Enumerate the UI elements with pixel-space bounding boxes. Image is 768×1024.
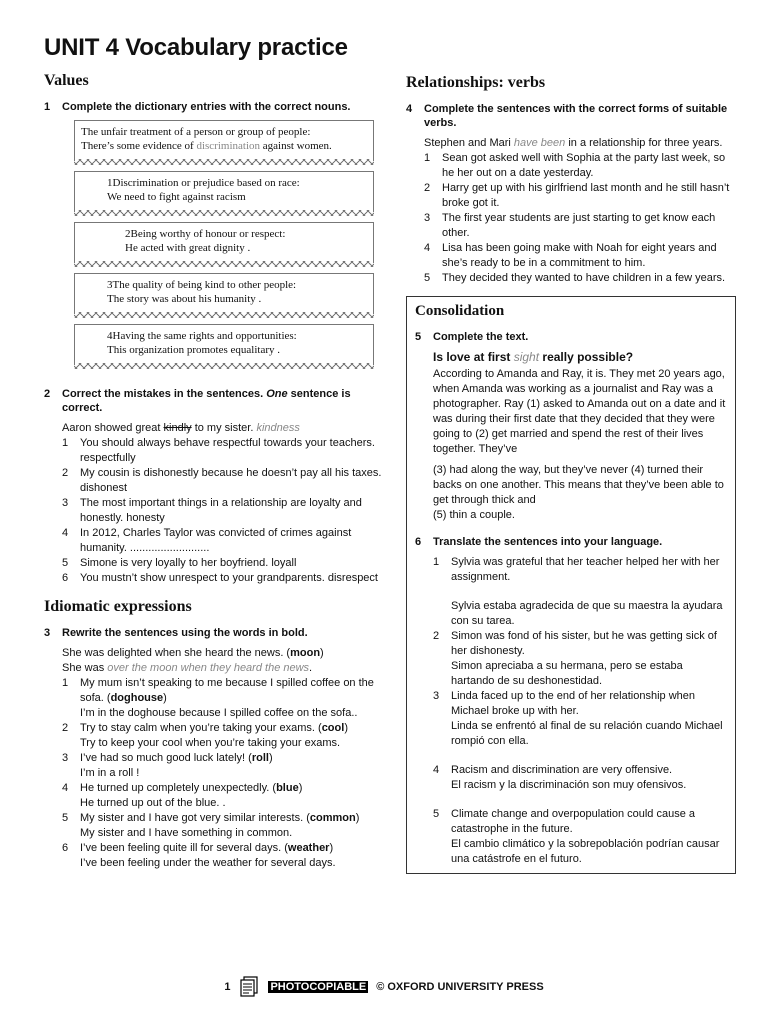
list-item: 4 Lisa has been going make with Noah for eight years and she’s ready to be in a commitment to him. xyxy=(424,242,717,269)
exercise-instruction: Complete the text. xyxy=(433,331,529,343)
values-heading: Values xyxy=(44,72,89,89)
photocopiable-badge: PHOTOCOPIABLE xyxy=(270,981,367,993)
list-item: 3 The first year students are just starting to get know each other. xyxy=(424,212,716,239)
list-item: 6 You mustn’t show unrespect to your grandparents. disrespect xyxy=(62,572,378,584)
list-item: 2 Harry get up with his girlfriend last month and he still hasn’t broke got it. xyxy=(424,182,730,209)
relationships-heading: Relationships: verbs xyxy=(406,74,546,91)
text-paragraph: (5) thin a couple. xyxy=(433,509,515,521)
list-item: 4 Racism and discrimination are very offensive. El racism y la discriminación son muy ofensivos. xyxy=(433,764,687,791)
exercise-5: 5 Complete the text. Is love at first sight really possible? According to Amanda and Ray, it is. They met 20 years ago, when Amanda was working as a journalist and Ray was a photographer. Ray (1) asked to Amanda out on a date and it was during their first date that they decided that they were going to (2) get married and spend the rest of their lives together. They’ve (3) had along the way, but they’ve never (4) turned their backs on one another. This means that they’ve been able to get through thick and (5) thin a couple. xyxy=(415,331,726,521)
exercise-1 xyxy=(44,100,384,365)
list-item: 1 You should always behave respectful towards your teachers. respectfully xyxy=(62,437,375,464)
consolidation-heading: Consolidation xyxy=(415,303,505,319)
exercise-4: 4 Complete the sentences with the correct forms of suitable verbs. Stephen and Mari have been in a relationship for three years. 1 Sean got asked well with Sophia at the party last week, so he her out on a date yesterday. 2 Harry get up with his girlfriend last month and he still hasn’t broke got it. 3 The first year students are just starting to get know each other. 4 Lisa has been going make with Noah for eight years and she’s ready to be in a commitment to him. 5 They decided they wanted to have children in a few years. xyxy=(406,102,736,286)
text-title: Is love at first sight really possible? xyxy=(433,350,634,364)
text-paragraph: According to Amanda and Ray, it is. They met 20 years ago, when Amanda was working as a journalist and Ray was a photographer. Ray (1) asked to Amanda out on a date and it was during their first date that they decided that they were going to (2) get married and spend the rest of their lives together. They’ve xyxy=(433,368,726,455)
page-number: 1 xyxy=(224,981,231,993)
dictionary-entry-4: 4Having the same rights and opportunities: This organization promotes equalitary . xyxy=(74,324,374,365)
exercise-instruction: Complete the dictionary entries with the correct nouns. xyxy=(62,101,351,113)
exercise-instruction: Rewrite the sentences using the words in bold. xyxy=(62,627,308,639)
exercise-instruction: Translate the sentences into your language. xyxy=(433,536,663,548)
list-item: 2 Try to stay calm when you’re taking your exams. (cool) Try to keep your cool when you’re taking your exams. xyxy=(62,722,348,749)
list-item: 3 The most important things in a relationship are loyalty and honestly. honesty xyxy=(62,497,362,524)
list-item: 4 He turned up completely unexpectedly. (blue) He turned up out of the blue. . xyxy=(62,782,303,809)
example-sentence: She was delighted when she heard the news. (moon) xyxy=(62,647,324,659)
example-answer: She was over the moon when they heard the news. xyxy=(62,662,313,674)
publisher-credit: © OXFORD UNIVERSITY PRESS xyxy=(376,981,544,993)
list-item: 3 I’ve had so much good luck lately! (roll) I’m in a roll ! xyxy=(62,752,273,779)
list-item: 2 Simon was fond of his sister, but he was getting sick of her dishonesty. Simon apreciaba a su hermana, pero se estaba hartando de su deshonestidad. xyxy=(433,630,717,687)
list-item: 4 In 2012, Charles Taylor was convicted of crimes against humanity. .......................... xyxy=(62,527,352,554)
photocopy-icon xyxy=(238,976,260,998)
left-column xyxy=(44,72,384,871)
right-column xyxy=(406,74,736,874)
list-item: 5 Simone is very loyally to her boyfriend. loyall xyxy=(62,557,297,569)
dictionary-entry-2: 2Being worthy of honour or respect: He acted with great dignity . xyxy=(74,222,374,263)
list-item: 5 My sister and I have got very similar interests. (common) My sister and I have something in common. xyxy=(62,812,360,839)
exercise-2: 2 Correct the mistakes in the sentences. One sentence is correct. Aaron showed great kindly to my sister. kindness 1 You should always behave respectful towards your teachers. respectfully 2 My cousin is dishonestly because he doesn’t pay all his taxes. dishonest 3 The most important things in a relationship are loyalty and honestly. honesty 4 In 2012, Charles Taylor was convicted of crimes against humanity. .......................... 5 Simone is very loyally to her boyfriend. loyall 6 You mustn’t show unrespect to your grandparents. disrespect xyxy=(44,387,384,586)
list-item: 2 My cousin is dishonestly because he doesn’t pay all his taxes. dishonest xyxy=(62,467,382,494)
list-item: 1 My mum isn’t speaking to me because I spilled coffee on the sofa. (doghouse) I’m in the doghouse because I spilled coffee on the sofa.. xyxy=(62,677,374,719)
list-item: 5 Climate change and overpopulation could cause a catastrophe in the future. El cambio climático y la sobrepoblación podrían causar una catástrofe en el futuro. xyxy=(433,808,720,865)
example-sentence: Aaron showed great kindly to my sister. kindness xyxy=(62,422,300,434)
list-item: 5 They decided they wanted to have children in a few years. xyxy=(424,272,726,284)
dictionary-entry-example: The unfair treatment of a person or group of people: There’s some evidence of discrimination against women. xyxy=(74,120,374,161)
text-paragraph: (3) had along the way, but they’ve never (4) turned their backs on one another. This means that they’ve been able to get through thick and xyxy=(433,464,724,506)
dictionary-entries xyxy=(74,120,374,365)
exercise-instruction: Correct the mistakes in the sentences. One sentence is correct. xyxy=(62,388,351,414)
consolidation-box xyxy=(406,296,736,874)
answer-text: discrimination xyxy=(196,140,260,152)
list-item: 1 Sean got asked well with Sophia at the party last week, so he her out on a date yesterday. xyxy=(424,152,726,179)
dictionary-entry-3: 3The quality of being kind to other people: The story was about his humanity . xyxy=(74,273,374,314)
example-sentence: Stephen and Mari have been in a relationship for three years. xyxy=(424,137,723,149)
list-item: 6 I’ve been feeling quite ill for several days. (weather) I’ve been feeling under the weather for several days. xyxy=(62,842,336,869)
list-item: 1 Sylvia was grateful that her teacher helped her with her assignment. Sylvia estaba agradecida de que su maestra la ayudara con su tarea. xyxy=(433,556,723,627)
page-footer xyxy=(0,976,768,998)
page-title: UNIT 4 Vocabulary practice xyxy=(44,34,348,61)
exercise-3: 3 Rewrite the sentences using the words in bold. She was delighted when she heard the news. (moon) She was over the moon when they heard the news. 1 My mum isn’t speaking to me because I spilled coffee on the sofa. (doghouse) I’m in the doghouse because I spilled coffee on the sofa.. 2 Try to stay calm when you’re taking your exams. (cool) Try to keep your cool when you’re taking your exams. 3 I’ve had so much good luck lately! (roll) I’m in a roll ! 4 He turned up completely unexpectedly. (blue) He turned up out of the blue. . 5 My sister and I have got very similar interests. (common) My sister and I have something in common. 6 I’ve been feeling quite ill for several days. (weather) I’ve been feeling under the weather for several days. xyxy=(44,626,384,871)
exercise-6: 6 Translate the sentences into your language. 1 Sylvia was grateful that her teacher helped her with her assignment. Sylvia estaba agradecida de que su maestra la ayudara con su tarea. 2 Simon was fond of his sister, but he was getting sick of her dishonesty. Simon apreciaba a su hermana, pero se estaba hartando de su deshonestidad. 3 Linda faced up to the end of her relationship when Michael broke up with her. Linda se enfrentó al final de su relación cuando Michael rompió con ella. 4 Racism and discrimination are very offensive. El racism y la discriminación son muy ofensivos. 5 Climate change and overpopulation could cause a catastrophe in the future. El cambio climático y la sobrepoblación podrían causar una catástrofe en el futuro. xyxy=(415,535,727,867)
exercise-instruction: Complete the sentences with the correct forms of suitable verbs. xyxy=(424,103,728,129)
dictionary-entry-1: 1Discrimination or prejudice based on race: We need to fight against racism xyxy=(74,171,374,212)
exercise-number: 1 xyxy=(44,101,51,113)
idioms-heading: Idiomatic expressions xyxy=(44,598,192,615)
list-item: 3 Linda faced up to the end of her relationship when Michael broke up with her. Linda se enfrentó al final de su relación cuando Michael rompió con ella. xyxy=(433,690,723,747)
